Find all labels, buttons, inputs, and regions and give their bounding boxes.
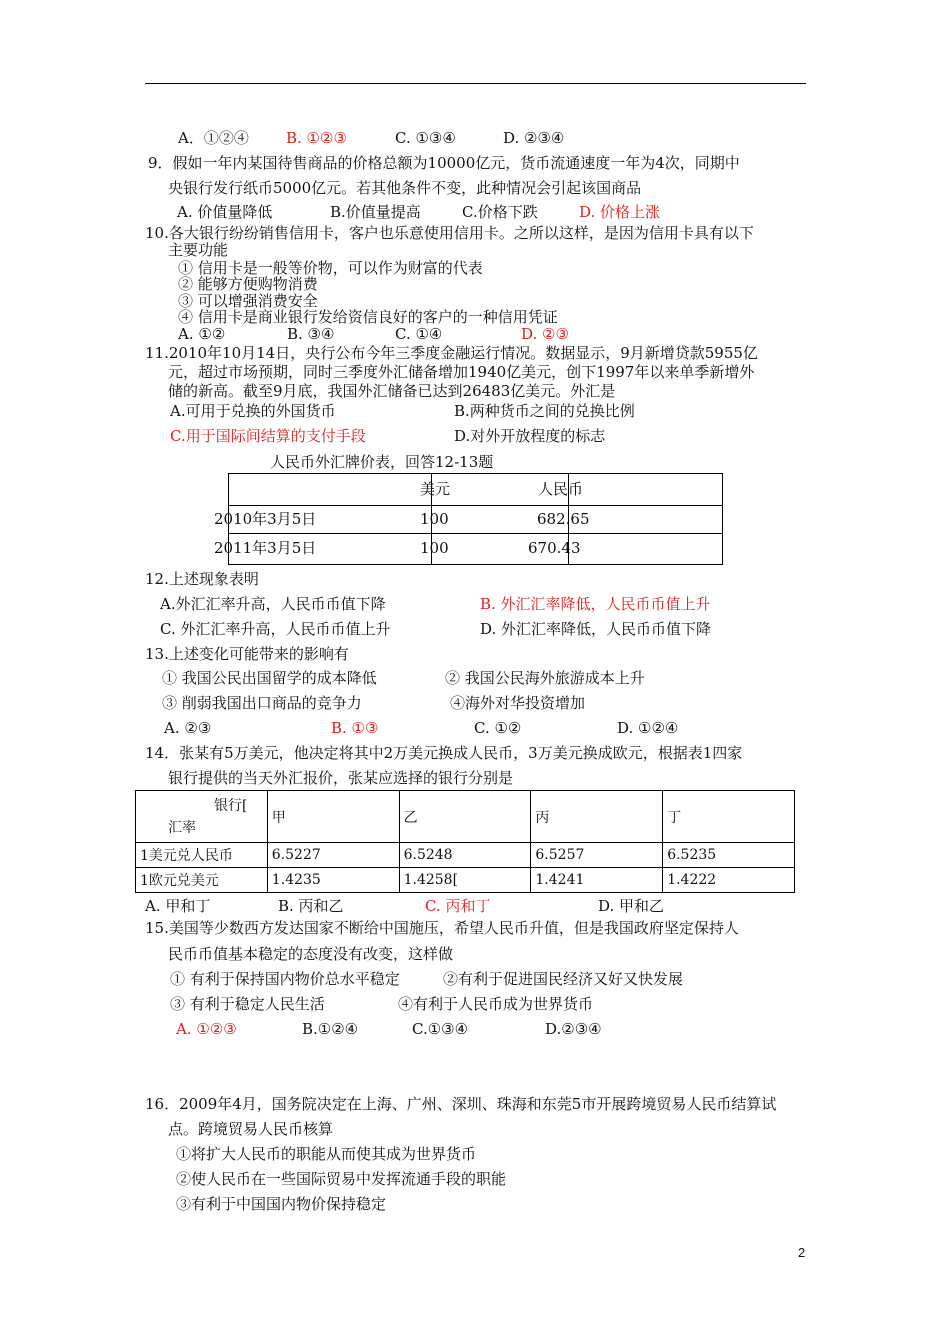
q9-stem-line1: 9．假如一年内某国待售商品的价格总额为10000亿元，货币流通速度一年为4次，同期中 — [148, 154, 740, 172]
q15-stem-line1: 15.美国等少数西方发达国家不断给中国施压，希望人民币升值，但是我国政府坚定保持人 — [145, 919, 739, 937]
table2-row1-value-2: 6.5248 — [399, 843, 531, 868]
q15-item-2: ②有利于促进国民经济又好又快发展 — [443, 970, 684, 988]
q11-stem-line2: 元，超过市场预期，同时三季度外汇储备增加1940亿美元，创下1997年以来单季新增外 — [168, 363, 755, 381]
table1-caption: 人民币外汇牌价表，回答12-13题 — [270, 453, 494, 471]
q16-item-3: ③有利于中国国内物价保持稳定 — [176, 1195, 387, 1213]
header-rule — [145, 83, 806, 84]
table1-row1-usd: 100 — [420, 510, 449, 528]
q16-stem-line2: 点。跨境贸易人民币核算 — [168, 1120, 334, 1138]
q16-stem-line1: 16．2009年4月，国务院决定在上海、广州、深圳、珠海和东莞5市开展跨境贸易人民币结算试 — [145, 1095, 777, 1113]
table1-row2-date: 2011年3月5日 — [214, 539, 317, 557]
table2-row1-value-1: 6.5227 — [267, 843, 399, 868]
q9-stem-line2: 央银行发行纸币5000亿元。若其他条件不变，此种情况会引起该国商品 — [168, 179, 642, 197]
table2-corner-cell — [136, 791, 268, 843]
q13-item-3: ③ 削弱我国出口商品的竞争力 — [162, 694, 362, 712]
q9-option-a[interactable]: A. 价值量降低 — [177, 203, 273, 221]
q13-item-4: ④海外对华投资增加 — [450, 694, 586, 712]
q14-stem-line1: 14．张某有5万美元，他决定将其中2万美元换成人民币，3万美元换成欧元，根据表1四家 — [145, 744, 743, 762]
q10-item-3: ③ 可以增强消费安全 — [178, 292, 318, 310]
q10-option-a[interactable]: A. ①② — [178, 325, 226, 343]
q13-item-2: ② 我国公民海外旅游成本上升 — [445, 669, 645, 687]
q15-item-3: ③ 有利于稳定人民生活 — [170, 995, 325, 1013]
q13-stem: 13.上述变化可能带来的影响有 — [145, 645, 349, 663]
q14-option-b[interactable]: B. 丙和乙 — [278, 897, 344, 915]
q15-item-1: ① 有利于保持国内物价总水平稳定 — [170, 970, 400, 988]
q16-item-1: ①将扩大人民币的职能从而使其成为世界货币 — [176, 1145, 477, 1163]
q14-option-d[interactable]: D. 甲和乙 — [598, 897, 665, 915]
q11-option-c[interactable]: C.用于国际间结算的支付手段 — [170, 427, 366, 445]
q10-item-1: ① 信用卡是一般等价物，可以作为财富的代表 — [178, 259, 483, 277]
q11-stem-line1: 11.2010年10月14日，央行公布今年三季度金融运行情况。数据显示，9月新增贷款5955亿 — [145, 344, 758, 362]
table2-row1-value-4: 6.5235 — [663, 843, 795, 868]
table2-header-bank-2: 乙 — [399, 791, 531, 843]
page-number: 2 — [798, 1245, 806, 1260]
q13-option-c[interactable]: C. ①② — [474, 719, 522, 737]
q8-option-d[interactable]: D. ②③④ — [503, 129, 565, 147]
table1-header-usd: 美元 — [420, 480, 451, 498]
q15-option-c[interactable]: C.①③④ — [412, 1020, 469, 1038]
q13-option-a[interactable]: A. ②③ — [164, 719, 212, 737]
q15-option-b[interactable]: B.①②④ — [302, 1020, 359, 1038]
q12-option-c[interactable]: C. 外汇汇率升高，人民币币值上升 — [160, 620, 391, 638]
q14-stem-line2: 银行提供的当天外汇报价，张某应选择的银行分别是 — [168, 769, 514, 787]
table2-header-bank-1: 甲 — [267, 791, 399, 843]
q9-option-b[interactable]: B.价值量提高 — [330, 203, 421, 221]
q12-option-d[interactable]: D. 外汇汇率降低，人民币币值下降 — [480, 620, 712, 638]
q11-stem-line3: 储的新高。截至9月底，我国外汇储备已达到26483亿美元。外汇是 — [168, 382, 616, 400]
q11-option-d[interactable]: D.对外开放程度的标志 — [454, 427, 606, 445]
q10-stem-line2: 主要功能 — [168, 241, 229, 259]
table2-corner-bottom: 汇率 — [168, 819, 196, 836]
q10-option-d[interactable]: D. ②③ — [521, 325, 569, 343]
table1-header-rmb: 人民币 — [538, 480, 584, 498]
q10-stem-line1: 10.各大银行纷纷销售信用卡，客户也乐意使用信用卡。之所以这样，是因为信用卡具有以下 — [145, 224, 754, 242]
q16-item-2: ②使人民币在一些国际贸易中发挥流通手段的职能 — [176, 1170, 507, 1188]
q15-item-4: ④有利于人民币成为世界货币 — [398, 995, 594, 1013]
q15-option-a[interactable]: A. ①②③ — [176, 1020, 237, 1038]
table2-row2-value-2: 1.4258[ — [399, 868, 531, 893]
q12-option-a[interactable]: A.外汇汇率升高，人民币币值下降 — [160, 595, 386, 613]
q13-option-d[interactable]: D. ①②④ — [617, 719, 679, 737]
q10-option-c[interactable]: C. ①④ — [395, 325, 443, 343]
table1-row1-date: 2010年3月5日 — [214, 510, 317, 528]
q8-option-a[interactable]: A．①②④ — [178, 129, 249, 147]
table2-row1-label: 1美元兑人民币 — [136, 843, 268, 868]
table2-corner-top: 银行[ — [214, 797, 248, 814]
q12-option-b[interactable]: B. 外汇汇率降低，人民币币值上升 — [480, 595, 711, 613]
q9-option-c[interactable]: C.价格下跌 — [462, 203, 538, 221]
q10-item-2: ② 能够方便购物消费 — [178, 275, 318, 293]
table2-header-bank-3: 丙 — [531, 791, 663, 843]
q11-option-a[interactable]: A.可用于兑换的外国货币 — [170, 402, 336, 420]
table2-row2-value-3: 1.4241 — [531, 868, 663, 893]
q8-option-c[interactable]: C. ①③④ — [395, 129, 456, 147]
q15-option-d[interactable]: D.②③④ — [545, 1020, 602, 1038]
table1-row2-usd: 100 — [420, 539, 449, 557]
table2-row2-value-1: 1.4235 — [267, 868, 399, 893]
table2-row1-value-3: 6.5257 — [531, 843, 663, 868]
q9-option-d[interactable]: D. 价格上涨 — [579, 203, 661, 221]
bank-quote-table — [135, 790, 795, 893]
q8-option-b[interactable]: B. ①②③ — [286, 129, 347, 147]
q10-item-4: ④ 信用卡是商业银行发给资信良好的客户的一种信用凭证 — [178, 308, 558, 326]
q15-stem-line2: 民币币值基本稳定的态度没有改变，这样做 — [168, 945, 454, 963]
table2-row2-value-4: 1.4222 — [663, 868, 795, 893]
table2-row2-label: 1欧元兑美元 — [136, 868, 268, 893]
table2-header-bank-4: 丁 — [663, 791, 795, 843]
q14-option-a[interactable]: A. 甲和丁 — [145, 897, 211, 915]
table1-row1-rmb: 682.65 — [537, 510, 590, 528]
q12-stem: 12.上述现象表明 — [145, 570, 259, 588]
q13-item-1: ① 我国公民出国留学的成本降低 — [162, 669, 377, 687]
q10-option-b[interactable]: B. ③④ — [287, 325, 335, 343]
q11-option-b[interactable]: B.两种货币之间的兑换比例 — [454, 402, 635, 420]
q14-option-c[interactable]: C. 丙和丁 — [425, 897, 491, 915]
table1-row2-rmb: 670.43 — [528, 539, 581, 557]
q13-option-b[interactable]: B. ①③ — [331, 719, 379, 737]
